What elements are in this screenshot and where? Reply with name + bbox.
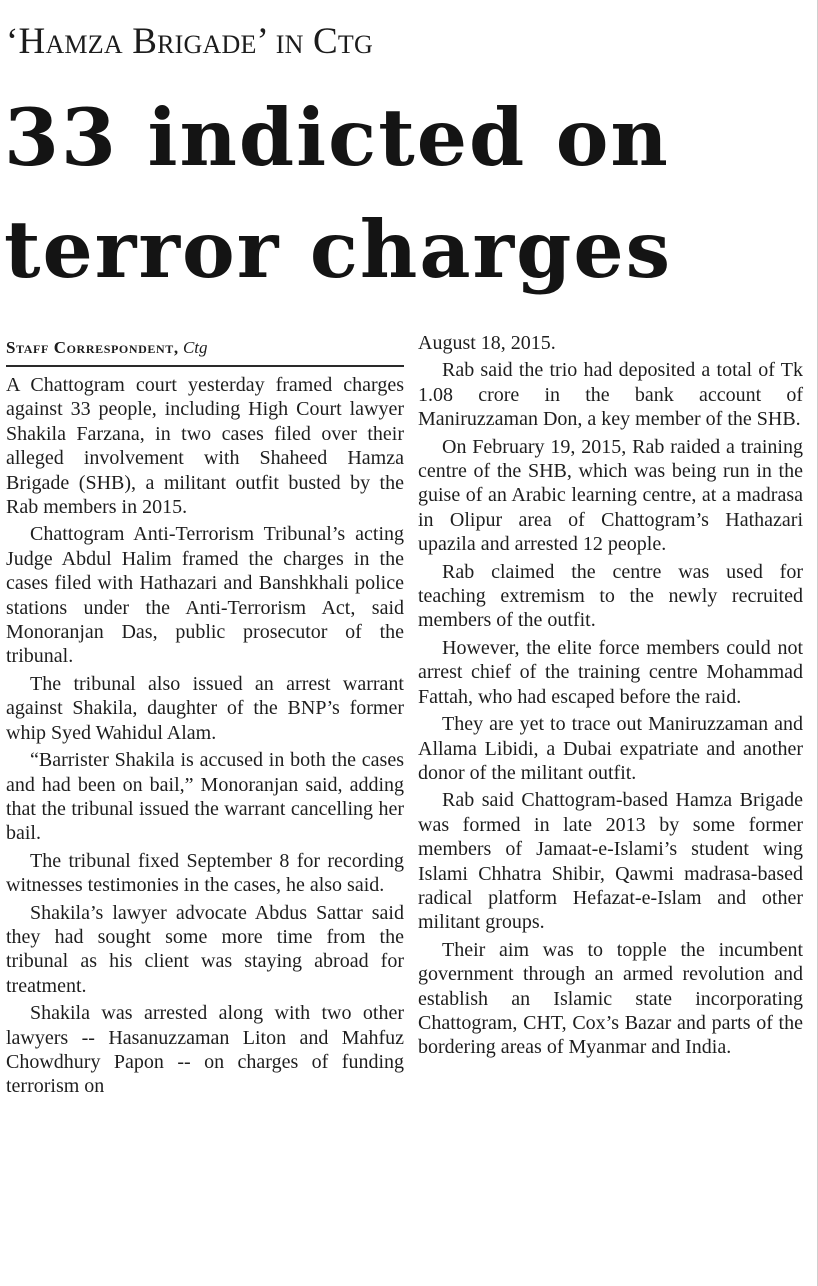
paragraph: Shakila’s lawyer advocate Abdus Sattar said they had sought some more time from the tribunal as his client was staying abroad for treatment. [6, 901, 404, 997]
paragraph: Chattogram Anti-Terrorism Tribunal’s acting Judge Abdul Halim framed the charges in the cases filed with Hathazari and Banshkhali police stations under the Anti-Terrorism Act, said Monoranjan Das, public prosecutor of the tribunal. [6, 523, 404, 668]
paragraph: Rab said Chattogram-based Hamza Brigade was formed in late 2013 by some former members of Jamaat-e-Islami’s student wing Islami Chhatra Shibir, Qawmi madrasa-based radical platform Hefazat-e-Islam and other militant groups. [418, 789, 803, 934]
paragraph: Rab claimed the centre was used for teaching extremism to the newly recruited members of the outfit. [418, 560, 803, 632]
byline-name: Staff Correspondent, [6, 338, 179, 357]
byline-location: Ctg [182, 338, 208, 357]
right-column [418, 331, 803, 1063]
headline-line-2: terror charges [4, 203, 673, 296]
paragraph: “Barrister Shakila is accused in both the cases and had been on bail,” Monoranjan said, adding that the tribunal issued the warrant cancelling her bail. [6, 749, 404, 845]
paragraph: They are yet to trace out Maniruzzaman and Allama Libidi, a Dubai expatriate and another donor of the militant outfit. [418, 713, 803, 784]
left-column [6, 373, 404, 1102]
paragraph: Shakila was arrested along with two other lawyers -- Hasanuzzaman Liton and Mahfuz Chowdhury Papon -- on charges of funding terrorism on [6, 1002, 404, 1098]
paragraph: The tribunal also issued an arrest warrant against Shakila, daughter of the BNP’s former whip Syed Wahidul Alam. [6, 672, 404, 744]
paragraph: On February 19, 2015, Rab raided a training centre of the SHB, which was being run in the guise of an Arabic learning centre, at a madrasa in Olipur area of Chattogram’s Hathazari upazila and arrested 12 people. [418, 435, 803, 556]
paragraph: Their aim was to topple the incumbent government through an armed revolution and establish an Islamic state incorporating Chattogram, CHT, Cox’s Bazar and parts of the bordering areas of Myanmar and India. [418, 938, 803, 1059]
paragraph-continuation: August 18, 2015. [418, 332, 556, 354]
byline [6, 338, 208, 358]
paragraph: The tribunal fixed September 8 for recording witnesses testimonies in the cases, he also said. [6, 849, 404, 897]
paragraph: Rab said the trio had deposited a total of Tk 1.08 crore in the bank account of Maniruzzaman Don, a key member of the SHB. [418, 359, 803, 431]
paragraph: A Chattogram court yesterday framed charges against 33 people, including High Court lawyer Shakila Farzana, in two cases filed over their alleged involvement with Shaheed Hamza Brigade (SHB), a militant outfit busted by the Rab members in 2015. [6, 374, 404, 519]
headline-line-1: 33 indicted on [4, 91, 670, 184]
kicker: ‘Hamza Brigade’ in Ctg [6, 21, 373, 62]
byline-divider [6, 365, 404, 367]
headline [4, 82, 804, 306]
paragraph: However, the elite force members could not arrest chief of the training centre Mohammad Fattah, who had escaped before the raid. [418, 636, 803, 708]
